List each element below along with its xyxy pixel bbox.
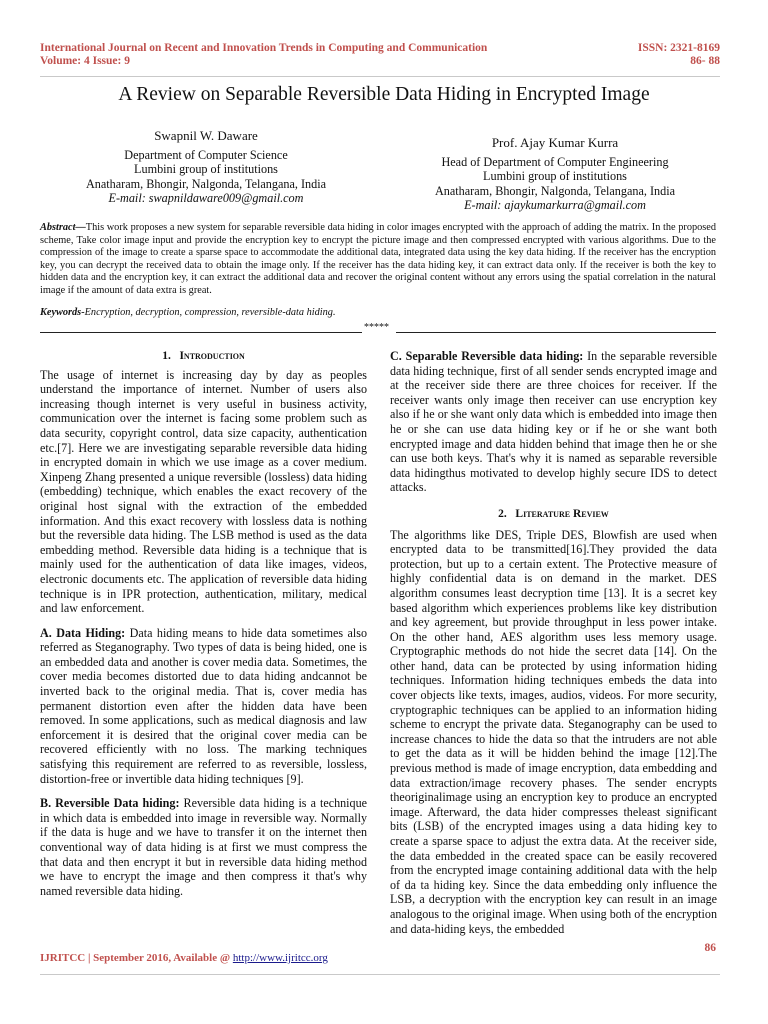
section-title: Introduction (179, 350, 245, 362)
separable-rdh-paragraph (390, 349, 717, 495)
paragraph-text: Reversible data hiding is a technique in which data is embedded into image in reversible way. Normally if the data is huge and we have to transfer it on the internet then conventional way of data hiding is at first we must compress the that data and then encrypt it but in reversible data hiding method we have to encrypt the image and then compress it that's why named reversible data hiding. (40, 796, 367, 898)
author-dept: Department of Computer Science (124, 147, 288, 162)
abstract-label: Abstract— (40, 222, 86, 233)
section-title: Literature Review (515, 507, 609, 520)
header-rule (40, 76, 720, 77)
author-block-2 (400, 136, 710, 213)
author-name: Prof. Ajay Kumar Kurra (491, 135, 619, 150)
author-email: E-mail: ajaykumarkurra@gmail.com (464, 198, 646, 212)
author-email: E-mail: swapnildaware009@gmail.com (108, 191, 304, 205)
section-heading-literature-review (390, 507, 717, 522)
section-heading-introduction (40, 349, 367, 364)
literature-paragraph: The algorithms like DES, Triple DES, Blowfish are used when encrypted data to be transmitted[16].They provided the data protection, but up to a certain extent. The Protective measure of highly confidential data is on demand in the market. DES algorithm consumes least decryption time [13]. It is a secret key based algorithm which experiences problems like key distribution and key agreement, but provide throughput in less power intake. On the other hand, AES algorithm uses less memory usage. Cryptographic methods do not hide the secret data [14]. On the other hand, data can be protected by using information hiding techniques. Information hiding techniques embeds the data into cover objects like texts, images, audios, videos. For more security, cryptographic techniques can be applied to an information hiding scheme to encrypt the private data. Steganography can be used to increase chances to hide the data so that the intruders are not able to get the data as it will be hidden behind the image [12].The previous method is made of image encryption, data embedding and data extraction/image recovery phases. The sender encrypts theoriginalimage using an encryption key to produce an encrypted image. Afterward, the data hider compresses theleast significant bits (LSB) of the encrypted images using a data hiding key to create a sparse space to adjust the extra data. At the receiver side, the data embedded in the created space can be easily recovered from the encrypted image containing additional data with the help of da ta hiding key. Since the data embedding only influence the LSB, a decryption with the encryption key can result in an image analogous to the original image. When using both of the encryption and data-hiding keys, the embedded (390, 527, 717, 936)
subsection-label: B. Reversible Data hiding: (40, 796, 180, 811)
author-block-1 (56, 129, 356, 206)
author-dept: Head of Department of Computer Engineering (441, 154, 669, 169)
footer (40, 952, 328, 964)
separator-line-right (396, 332, 716, 333)
footer-text: IJRITCC | September 2016, Available @ (40, 952, 233, 964)
section-separator (40, 323, 716, 335)
separator-stars: ***** (364, 322, 389, 333)
issn: ISSN: 2321-8169 (637, 42, 720, 54)
separator-line-left (40, 332, 362, 333)
header-right (638, 42, 720, 68)
author-name: Swapnil W. Daware (154, 128, 258, 143)
keywords-label: Keywords- (40, 307, 85, 318)
right-column (390, 349, 717, 936)
author-inst: Lumbini group of institutions (483, 169, 627, 183)
keywords-text: Encryption, decryption, compression, reversible-data hiding. (84, 307, 336, 318)
section-number: 1. (162, 350, 171, 362)
data-hiding-paragraph (40, 626, 367, 787)
journal-website-link[interactable]: http://www.ijritcc.org (232, 952, 328, 964)
page-number: 86 (704, 942, 716, 954)
section-number: 2. (498, 507, 507, 520)
keywords (40, 307, 336, 318)
paragraph-text: In the separable reversible data hiding technique, first of all sender sends encrypted image and at the receiver side there are three choices for receiver. If the receiver wants only image then receiver can use encryption key also if he or she want only data which is embedded into image then he or she can use data hiding key or if he or she want both encrypted image and data hidden behind that image then he or she can use both keys. That's why it is named as separable reversible data hidingthus motivated to develop highly secure IDS to detect attacks. (390, 349, 717, 495)
author-addr: Anatharam, Bhongir, Nalgonda, Telangana, India (434, 183, 676, 198)
journal-name: International Journal on Recent and Innovation Trends in Computing and Communication (40, 42, 488, 54)
author-addr: Anatharam, Bhongir, Nalgonda, Telangana, India (85, 176, 327, 191)
intro-paragraph: The usage of internet is increasing day by day as peoples understand the importance of internet. Number of users also increasing though internet is very useful in business activity, communication over the internet is facing some problem such as data security, copyright control, data size capacity, authentication etc.[7]. Here we are investigating separable reversible data hiding in encrypted domain in which we use image as a cover medium. Xinpeng Zhang presented a unique reversible (lossless) data hiding (embedding) technique, which enables the exact recovery of the original host signal with the extraction of the embedded information. And this exact recovery with lossless data is nothing but the reversible data hiding. The LSB method is used as the data embedding method. Reversible data hiding is a technique that is mainly used for the authentication of data like images, videos, electronic documents etc. The application of reversible data hiding technique is in IPR protection, authentication, military, medical and law enforcement. (40, 367, 367, 616)
left-column (40, 349, 367, 898)
author-inst: Lumbini group of institutions (134, 162, 278, 176)
header-left (40, 42, 487, 68)
paragraph-text: Data hiding means to hide data sometimes also referred as Steganography. Two types of data is being hided, one is an embedded data and another is cover media data. Sometimes, the cover media becomes distorted due to data hiding andcannot be inverted back to the original media. That is, cover media has permanent distortion even after the hidden data have been removed. In some applications, such as medical diagnosis and law enforcement it is desired that the original cover media can be recovered efficiently with no loss. The marking techniques satisfying this requirement are referred to as reversible, lossless, distortion-free or invertible data hiding techniques [9]. (40, 625, 367, 786)
abstract (40, 222, 716, 298)
abstract-text: This work proposes a new system for separable reversible data hiding in color images encrypted with the approach of adding the matrix. In the proposed scheme, Take color image input and provide the encryption key to encrypt the picture image and then compressed encrypted with various algorithms. Due to the compression of the image to create a sparse space to accommodate the additional data, integrated data using the key data hiding. If the receiver has the encryption key, you can decrypt the received data to obtain the image only. If the receiver has the data hiding key, it can extract data only. If the receiver is both the key to hidden data and the encryption key, it can extract the additional data and recover the original content without any errors using the spatial correlation in the natural image if the amount of data extra is great. (40, 222, 716, 296)
volume-issue: Volume: 4 Issue: 9 (40, 55, 130, 67)
subsection-label: C. Separable Reversible data hiding: (390, 349, 584, 363)
page-range: 86- 88 (690, 55, 720, 67)
reversible-data-hiding-paragraph (40, 796, 367, 898)
footer-rule (40, 974, 720, 975)
paper-title: A Review on Separable Reversible Data Hiding in Encrypted Image (118, 84, 650, 105)
subsection-label: A. Data Hiding: (40, 625, 126, 640)
